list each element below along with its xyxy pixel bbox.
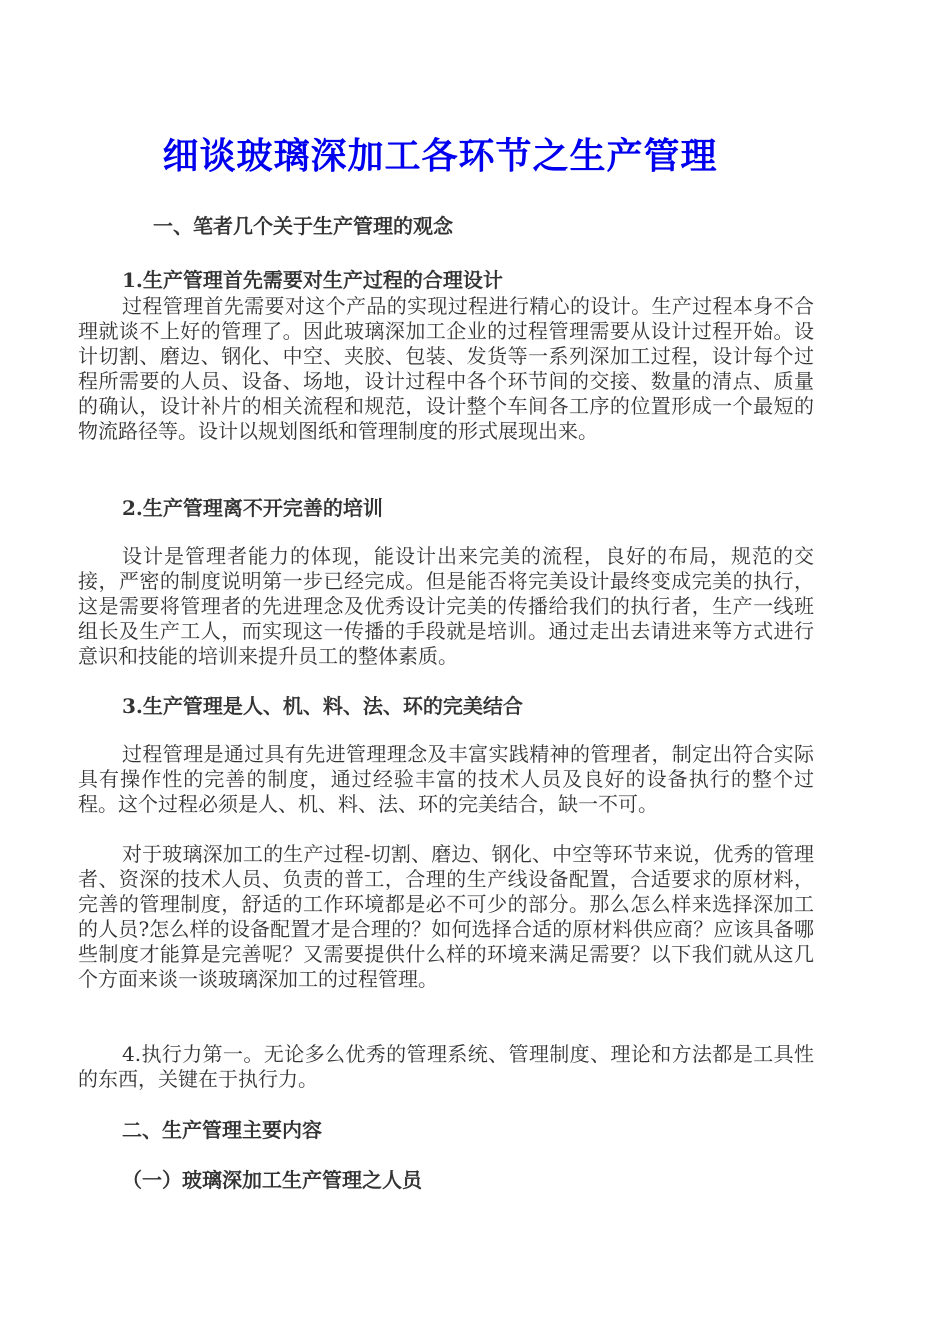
item3-heading: 3.生产管理是人、机、料、法、环的完美结合 xyxy=(122,694,523,718)
item3-paragraph: 过程管理是通过具有先进管理理念及丰富实践精神的管理者，制定出符合实际具有操作性的完善的制度，通过经验丰富的技术人员及良好的设备执行的整个过程。这个过程必须是人、机、料、法、环的完美结合，缺一不可。 xyxy=(78,742,814,816)
section2-heading: 二、生产管理主要内容 xyxy=(122,1118,322,1142)
item1-heading: 1.生产管理首先需要对生产过程的合理设计 xyxy=(122,268,503,292)
item2-heading: 2.生产管理离不开完善的培训 xyxy=(122,496,383,520)
item4-paragraph: 4.执行力第一。无论多么优秀的管理系统、管理制度、理论和方法都是工具性的东西，关键在于执行力。 xyxy=(78,1042,814,1091)
section1-heading: 一、笔者几个关于生产管理的观念 xyxy=(153,214,453,238)
document-title: 细谈玻璃深加工各环节之生产管理 xyxy=(162,135,718,177)
item3-paragraph-2: 对于玻璃深加工的生产过程-切割、磨边、钢化、中空等环节来说，优秀的管理者、资深的技术人员、负责的普工，合理的生产线设备配置，合适要求的原材料，完善的管理制度，舒适的工作环境都是必不可少的部分。那么怎么样来选择深加工的人员?怎么样的设备配置才是合理的？如何选择合适的原材料供应商？应该具备哪些制度才能算是完善呢？又需要提供什么样的环境来满足需要？以下我们就从这几个方面来谈一谈玻璃深加工的过程管理。 xyxy=(78,842,814,991)
item2-paragraph: 设计是管理者能力的体现，能设计出来完美的流程，良好的布局，规范的交接，严密的制度说明第一步已经完成。但是能否将完美设计最终变成完美的执行，这是需要将管理者的先进理念及优秀设计完美的传播给我们的执行者，生产一线班组长及生产工人，而实现这一传播的手段就是培训。通过走出去请进来等方式进行意识和技能的培训来提升员工的整体素质。 xyxy=(78,544,814,668)
subsection1-heading: （一）玻璃深加工生产管理之人员 xyxy=(122,1168,422,1192)
item1-paragraph: 过程管理首先需要对这个产品的实现过程进行精心的设计。生产过程本身不合理就谈不上好的管理了。因此玻璃深加工企业的过程管理需要从设计过程开始。设计切割、磨边、钢化、中空、夹胶、包装、发货等一系列深加工过程，设计每个过程所需要的人员、设备、场地，设计过程中各个环节间的交接、数量的清点、质量的确认，设计补片的相关流程和规范，设计整个车间各工序的位置形成一个最短的物流路径等。设计以规划图纸和管理制度的形式展现出来。 xyxy=(78,294,814,443)
